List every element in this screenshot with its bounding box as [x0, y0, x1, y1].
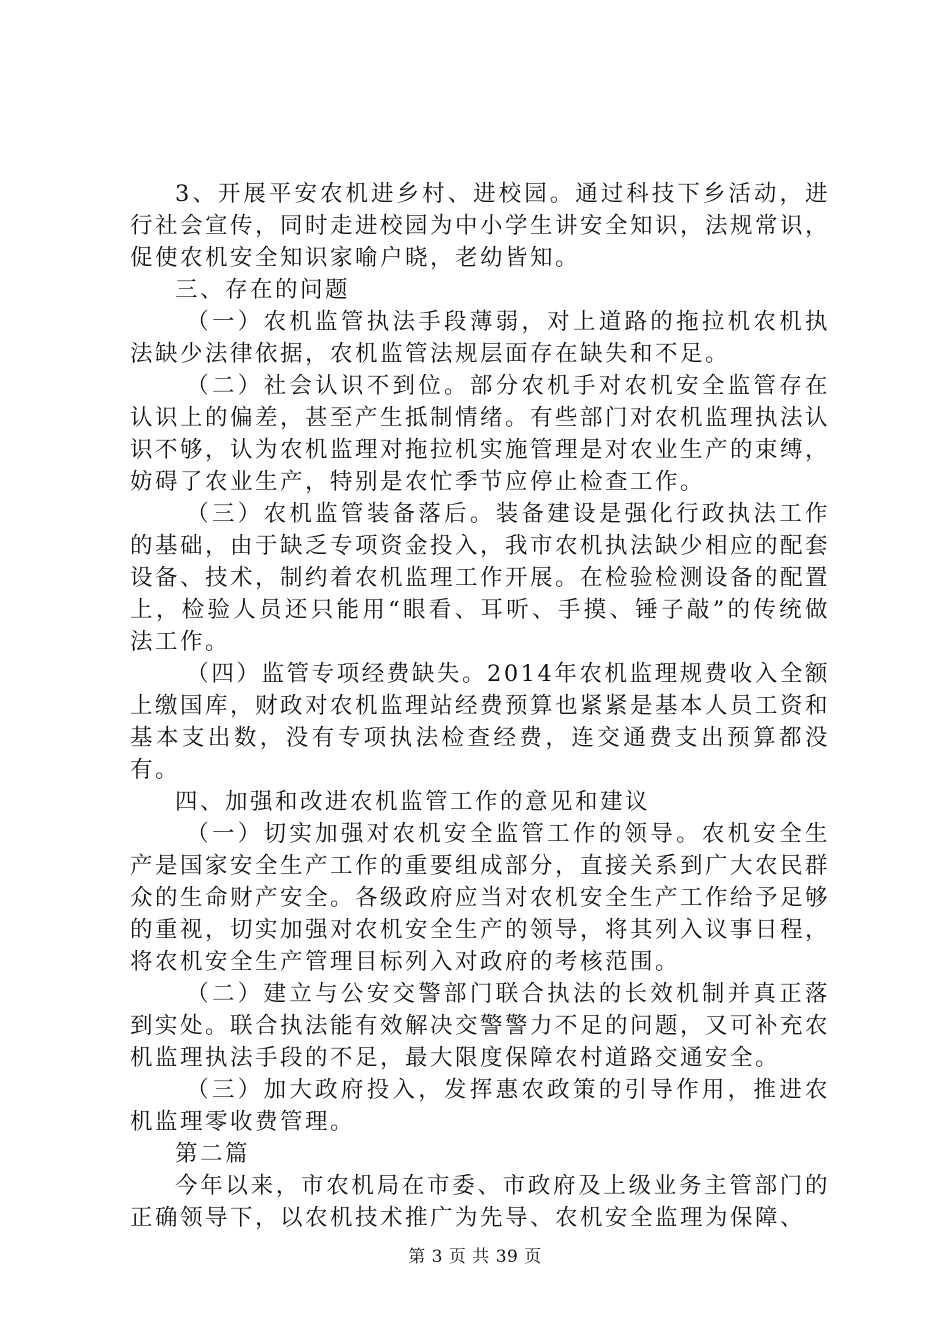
document-body [130, 178, 830, 1234]
section-heading: 第二篇 [175, 1141, 251, 1167]
paragraph: （二）建立与公安交警部门联合执法的长效机制并真正落到实处。联合执法能有效解决交警警力不足的问题，又可补充农机监理执法手段的不足，最大限度保障农村道路交通安全。 [130, 981, 831, 1071]
paragraph: （四）监管专项经费缺失。2014年农机监理规费收入全额上缴国库，财政对农机监理站经费预算也紧紧是基本人员工资和基本支出数，没有专项执法检查经费，连交通费支出预算都没有。 [130, 661, 831, 783]
paragraph: （一）农机监管执法手段薄弱，对上道路的拖拉机农机执法缺少法律依据，农机监管法规层面存在缺失和不足。 [130, 309, 830, 367]
paragraph: 今年以来，市农机局在市委、市政府及上级业务主管部门的正确领导下，以农机技术推广为先导、农机安全监理为保障、 [130, 1173, 830, 1231]
paragraph: 3、开展平安农机进乡村、进校园。通过科技下乡活动，进行社会宣传，同时走进校园为中小学生讲安全知识，法规常识，促使农机安全知识家喻户晓，老幼皆知。 [130, 181, 831, 271]
page-number-footer: 第 3 页 共 39 页 [408, 1247, 542, 1267]
paragraph: （二）社会认识不到位。部分农机手对农机安全监管存在认识上的偏差，甚至产生抵制情绪。有些部门对农机监理执法认识不够，认为农机监理对拖拉机实施管理是对农业生产的束缚，妨碍了农业生产，特别是农忙季节应停止检查工作。 [130, 373, 831, 495]
paragraph: （一）切实加强对农机安全监管工作的领导。农机安全生产是国家安全生产工作的重要组成部分，直接关系到广大农民群众的生命财产安全。各级政府应当对农机安全生产工作给予足够的重视，切实加强对农机安全生产的领导，将其列入议事日程，将农机安全生产管理目标列入对政府的考核范围。 [130, 821, 831, 975]
paragraph: （三）加大政府投入，发挥惠农政策的引导作用，推进农机监理零收费管理。 [130, 1077, 830, 1135]
paragraph: （三）农机监管装备落后。装备建设是强化行政执法工作的基础，由于缺乏专项资金投入，我市农机执法缺少相应的配套设备、技术，制约着农机监理工作开展。在检验检测设备的配置上，检验人员还只能用“眼看、耳听、手摸、锤子敲”的传统做法工作。 [130, 501, 831, 655]
section-heading: 三、存在的问题 [175, 277, 351, 303]
section-heading: 四、加强和改进农机监管工作的意见和建议 [175, 789, 651, 815]
